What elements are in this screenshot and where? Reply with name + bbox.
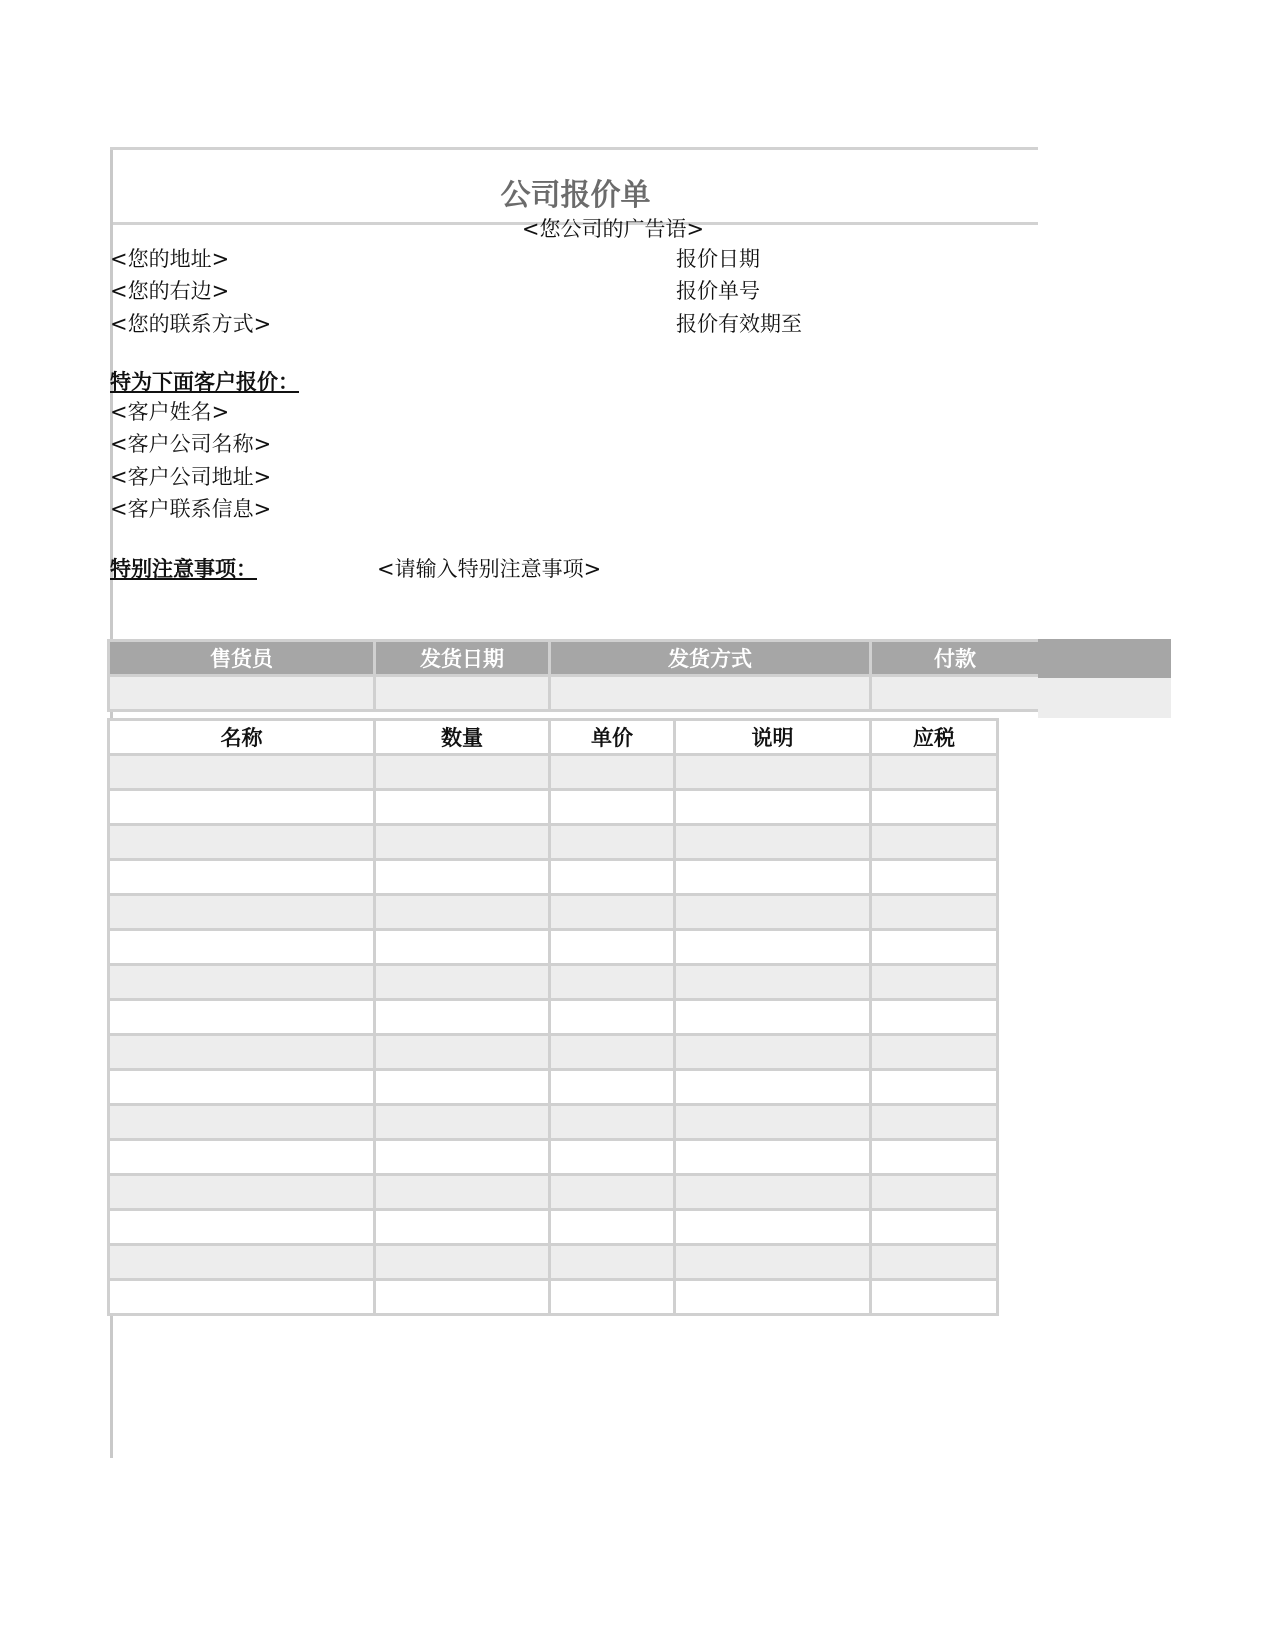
item-name-cell[interactable] [109, 1280, 375, 1315]
quantity-cell[interactable] [375, 1140, 550, 1175]
description-header: 说明 [675, 720, 871, 755]
description-cell[interactable] [675, 1175, 871, 1210]
description-cell[interactable] [675, 965, 871, 1000]
ship-method-cell[interactable] [550, 676, 871, 711]
unit-price-cell[interactable] [550, 1140, 675, 1175]
quantity-cell[interactable] [375, 1280, 550, 1315]
slogan[interactable]: <您公司的广告语> [521, 217, 705, 241]
unit-price-cell[interactable] [550, 1070, 675, 1105]
taxable-header: 应税 [871, 720, 998, 755]
quantity-cell[interactable] [375, 860, 550, 895]
taxable-cell[interactable] [871, 930, 998, 965]
table-row [109, 790, 998, 825]
ship-method-header: 发货方式 [550, 641, 871, 676]
table-row [109, 895, 998, 930]
item-name-cell[interactable] [109, 860, 375, 895]
unit-price-cell[interactable] [550, 1035, 675, 1070]
table-row [109, 965, 998, 1000]
shipping-value-row [109, 676, 1040, 711]
quantity-cell[interactable] [375, 790, 550, 825]
description-cell[interactable] [675, 790, 871, 825]
customer-heading: 特为下面客户报价： [110, 370, 299, 394]
table-row [109, 755, 998, 790]
taxable-cell[interactable] [871, 790, 998, 825]
quote-number-label: 报价单号 [676, 279, 760, 303]
item-name-cell[interactable] [109, 1210, 375, 1245]
description-cell[interactable] [675, 1280, 871, 1315]
item-name-cell[interactable] [109, 825, 375, 860]
unit-price-cell[interactable] [550, 1280, 675, 1315]
description-cell[interactable] [675, 860, 871, 895]
quantity-cell[interactable] [375, 895, 550, 930]
description-cell[interactable] [675, 1210, 871, 1245]
taxable-cell[interactable] [871, 1210, 998, 1245]
unit-price-cell[interactable] [550, 895, 675, 930]
ship-date-cell[interactable] [375, 676, 550, 711]
unit-price-cell[interactable] [550, 860, 675, 895]
item-name-header: 名称 [109, 720, 375, 755]
taxable-cell[interactable] [871, 1280, 998, 1315]
taxable-cell[interactable] [871, 860, 998, 895]
quantity-cell[interactable] [375, 825, 550, 860]
unit-price-cell[interactable] [550, 930, 675, 965]
table-row [109, 1140, 998, 1175]
customer-company-address[interactable]: <客户公司地址> [110, 465, 272, 489]
unit-price-header: 单价 [550, 720, 675, 755]
customer-contact[interactable]: <客户联系信息> [110, 497, 272, 521]
payment-header: 付款 [871, 641, 1040, 676]
customer-company[interactable]: <客户公司名称> [110, 432, 272, 456]
ship-date-header: 发货日期 [375, 641, 550, 676]
description-cell[interactable] [675, 1140, 871, 1175]
unit-price-cell[interactable] [550, 1245, 675, 1280]
item-name-cell[interactable] [109, 1105, 375, 1140]
item-name-cell[interactable] [109, 1035, 375, 1070]
quantity-cell[interactable] [375, 1245, 550, 1280]
description-cell[interactable] [675, 1000, 871, 1035]
unit-price-cell[interactable] [550, 965, 675, 1000]
quantity-cell[interactable] [375, 1175, 550, 1210]
description-cell[interactable] [675, 1105, 871, 1140]
quantity-cell[interactable] [375, 965, 550, 1000]
items-header-row [109, 720, 998, 755]
quantity-cell[interactable] [375, 1000, 550, 1035]
taxable-cell[interactable] [871, 1140, 998, 1175]
description-cell[interactable] [675, 1035, 871, 1070]
table-row [109, 1105, 998, 1140]
quantity-cell[interactable] [375, 930, 550, 965]
table-row [109, 860, 998, 895]
quantity-cell[interactable] [375, 1105, 550, 1140]
salesperson-cell[interactable] [109, 676, 375, 711]
table-row [109, 1070, 998, 1105]
item-name-cell[interactable] [109, 965, 375, 1000]
description-cell[interactable] [675, 825, 871, 860]
table-row [109, 825, 998, 860]
item-name-cell[interactable] [109, 1245, 375, 1280]
item-name-cell[interactable] [109, 1140, 375, 1175]
taxable-cell[interactable] [871, 755, 998, 790]
taxable-cell[interactable] [871, 1070, 998, 1105]
taxable-cell[interactable] [871, 1175, 998, 1210]
shipping-table [107, 639, 1041, 712]
item-name-cell[interactable] [109, 930, 375, 965]
description-cell[interactable] [675, 895, 871, 930]
payment-header-overflow [1038, 639, 1171, 678]
salesperson-header: 售货员 [109, 641, 375, 676]
table-row [109, 1000, 998, 1035]
unit-price-cell[interactable] [550, 1105, 675, 1140]
customer-name[interactable]: <客户姓名> [110, 400, 230, 424]
item-name-cell[interactable] [109, 755, 375, 790]
description-cell[interactable] [675, 930, 871, 965]
table-row [109, 1210, 998, 1245]
taxable-cell[interactable] [871, 965, 998, 1000]
item-name-cell[interactable] [109, 1000, 375, 1035]
table-row [109, 1245, 998, 1280]
item-name-cell[interactable] [109, 1070, 375, 1105]
quantity-cell[interactable] [375, 755, 550, 790]
unit-price-cell[interactable] [550, 1210, 675, 1245]
taxable-cell[interactable] [871, 1035, 998, 1070]
table-row [109, 1035, 998, 1070]
description-cell[interactable] [675, 1070, 871, 1105]
quantity-header: 数量 [375, 720, 550, 755]
payment-cell-overflow [1038, 678, 1171, 718]
item-name-cell[interactable] [109, 790, 375, 825]
payment-cell[interactable] [871, 676, 1040, 711]
taxable-cell[interactable] [871, 895, 998, 930]
description-cell[interactable] [675, 755, 871, 790]
unit-price-cell[interactable] [550, 790, 675, 825]
quantity-cell[interactable] [375, 1210, 550, 1245]
table-row [109, 1175, 998, 1210]
sender-side[interactable]: <您的右边> [110, 279, 230, 303]
title-bar [113, 150, 1038, 222]
taxable-cell[interactable] [871, 825, 998, 860]
quote-date-label: 报价日期 [676, 247, 760, 271]
notes-label: 特别注意事项： [110, 557, 257, 581]
page-title: 公司报价单 [500, 178, 651, 213]
description-cell[interactable] [675, 1245, 871, 1280]
unit-price-cell[interactable] [550, 825, 675, 860]
taxable-cell[interactable] [871, 1105, 998, 1140]
unit-price-cell[interactable] [550, 755, 675, 790]
quantity-cell[interactable] [375, 1070, 550, 1105]
item-name-cell[interactable] [109, 1175, 375, 1210]
item-name-cell[interactable] [109, 895, 375, 930]
shipping-header-row [109, 641, 1040, 676]
taxable-cell[interactable] [871, 1245, 998, 1280]
quantity-cell[interactable] [375, 1035, 550, 1070]
sender-contact[interactable]: <您的联系方式> [110, 312, 272, 336]
taxable-cell[interactable] [871, 1000, 998, 1035]
table-row [109, 930, 998, 965]
unit-price-cell[interactable] [550, 1175, 675, 1210]
table-row [109, 1280, 998, 1315]
unit-price-cell[interactable] [550, 1000, 675, 1035]
items-table [107, 718, 999, 1316]
sender-address[interactable]: <您的地址> [110, 247, 230, 271]
quote-valid-until-label: 报价有效期至 [676, 312, 802, 336]
notes-input[interactable]: <请输入特别注意事项> [377, 557, 602, 581]
